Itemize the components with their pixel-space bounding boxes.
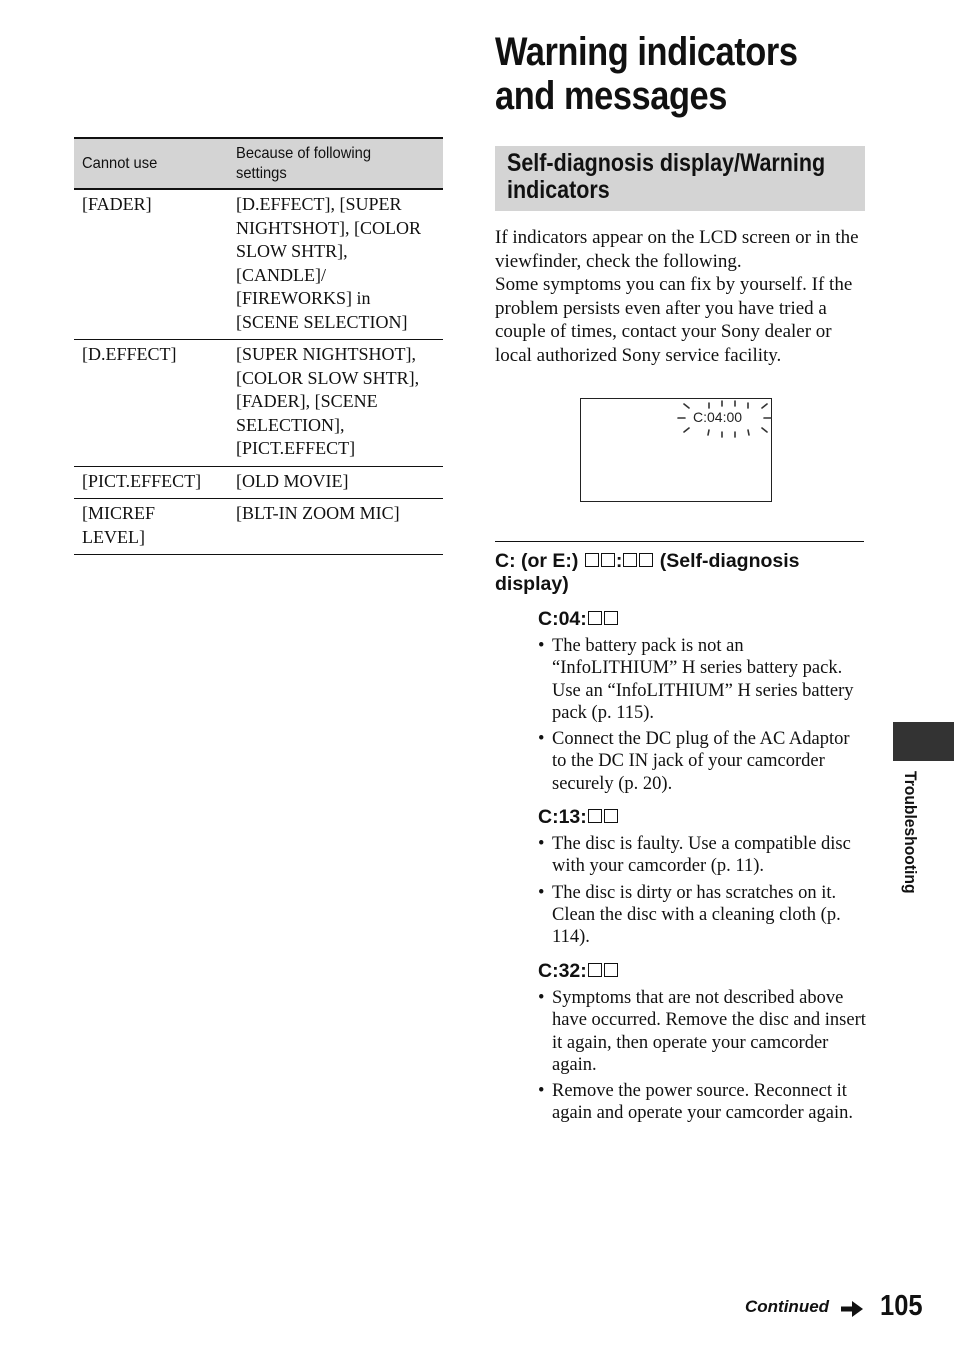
section-divider [495,541,864,542]
intro-paragraph-1: If indicators appear on the LCD screen or in the viewfinder, check the following. [495,227,859,272]
table-row [74,499,443,555]
bullet-list [538,987,868,1125]
continued-label: Continued [745,1297,830,1316]
right-arrow-icon [841,1301,863,1317]
lcd-error-code: C:04:00 [693,409,743,425]
code-block-c13 [538,806,868,952]
placeholder-box-icon [588,963,602,977]
table-row [74,466,443,499]
table-cell: [SUPER NIGHTSHOT], [COLOR SLOW SHTR], [FADER], [SCENE SELECTION], [PICT.EFFECT] [228,340,443,467]
chapter-tab-label: Troubleshooting [901,771,920,894]
placeholder-box-icon [604,809,618,823]
code-label: C:04: [538,608,868,631]
placeholder-box-icon [639,553,653,567]
table-cell: [D.EFFECT], [SUPER NIGHTSHOT], [COLOR SLOW SHTR], [CANDLE]/ [FIREWORKS] in [SCENE SELECTION] [228,189,443,340]
table-cell: [PICT.EFFECT] [74,466,228,499]
list-item: • Remove the power source. Reconnect it again and operate your camcorder again. [538,1080,868,1125]
section-title: Self-diagnosis display/Warning indicators [507,149,826,204]
code-block-c04 [538,608,868,799]
table-cell: [FADER] [74,189,228,340]
table-row [74,189,443,340]
table-header-row [74,138,443,189]
table-row [74,340,443,467]
blinking-rays-icon [581,399,773,503]
page-title-line-2: and messages [495,74,727,118]
intro-text [495,226,867,368]
placeholder-box-icon [588,611,602,625]
bullet-list [538,833,868,948]
table-cell: [D.EFFECT] [74,340,228,467]
table-header-cannot-use: Cannot use [74,138,228,189]
table-cell: [BLT-IN ZOOM MIC] [228,499,443,555]
page-title [495,30,873,118]
list-item: • Connect the DC plug of the AC Adaptor to the DC IN jack of your camcorder securely (p. 20). [538,728,868,795]
code-label: C:32: [538,960,868,983]
chapter-tab-marker [893,722,954,761]
list-item: • The disc is dirty or has scratches on it. Clean the disc with a cleaning cloth (p. 114). [538,882,868,949]
table-header-settings: Because of following settings [228,138,443,189]
intro-paragraph-2: Some symptoms you can fix by yourself. If the problem persists even after you have tried a couple of times, contact your Sony dealer or local authorized Sony service facility. [495,274,853,366]
page-number: 105 [880,1290,923,1322]
placeholder-box-icon [604,963,618,977]
lcd-screen-illustration [580,398,772,502]
code-block-c32 [538,960,868,1129]
bullet-list [538,635,868,795]
placeholder-box-icon [601,553,615,567]
code-label: C:13: [538,806,868,829]
self-diagnosis-subheading: C: (or E:) : (Self-diagnosis display) [495,550,800,595]
table-cell: [OLD MOVIE] [228,466,443,499]
list-item: • The battery pack is not an “InfoLITHIUM” H series battery pack. Use an “InfoLITHIUM” H series battery pack (p. 115). [538,635,868,724]
settings-compatibility-table [74,137,443,555]
placeholder-box-icon [585,553,599,567]
page-title-line-1: Warning indicators [495,30,798,74]
section-banner [495,146,865,211]
list-item: • The disc is faulty. Use a compatible disc with your camcorder (p. 11). [538,833,868,878]
list-item: • Symptoms that are not described above have occurred. Remove the disc and insert it again, then operate your camcorder again. [538,987,868,1076]
placeholder-box-icon [604,611,618,625]
placeholder-box-icon [588,809,602,823]
placeholder-box-icon [623,553,637,567]
table-cell: [MICREF LEVEL] [74,499,228,555]
